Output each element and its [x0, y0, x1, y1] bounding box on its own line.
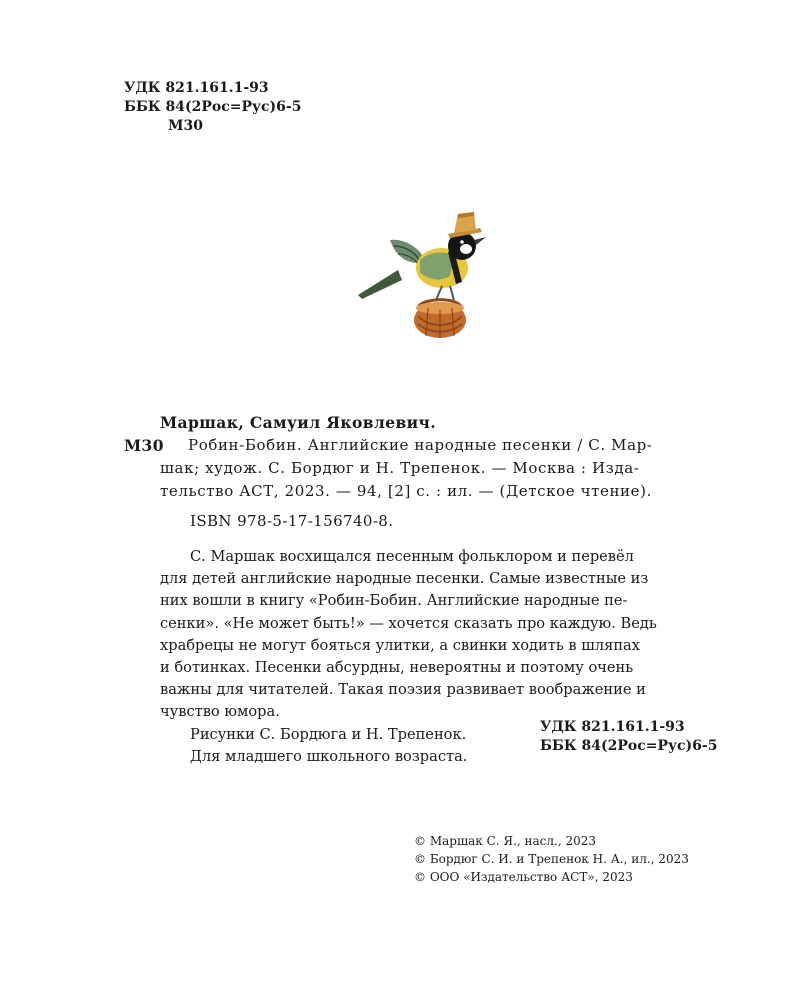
annotation-line: важны для читателей. Такая поэзия развивает воображение и [160, 681, 646, 699]
author-mark: М30 [168, 118, 203, 134]
entry-line: шак; худож. С. Бордюг и Н. Трепенок. — Москва : Изда- [160, 459, 640, 477]
illustrations-credit: Рисунки С. Бордюга и Н. Трепенок. [190, 725, 467, 743]
bbk-code: ББК 84(2Рос=Рус)6-5 [124, 99, 302, 115]
author-heading: Маршак, Самуил Яковлевич. [160, 413, 437, 432]
classification-codes-top [124, 79, 301, 136]
bibliographic-block [124, 412, 724, 768]
entry-line: тельство АСТ, 2023. — 94, [2] с. : ил. — (Детское чтение). [160, 482, 652, 500]
annotation-line: сенки». «Не может быть!» — хочется сказать про каждую. Ведь [160, 614, 657, 632]
copyright-line: © Бордюг С. И. и Трепенок Н. А., ил., 2023 [414, 852, 689, 866]
annotation-line: храбрецы не могут бояться улитки, а свинки ходить в шляпах [160, 636, 640, 654]
annotation-line: них вошли в книгу «Робин-Бобин. Английские народные пе- [160, 592, 628, 610]
entry-line: Робин-Бобин. Английские народные песенки / С. Мар- [188, 436, 653, 454]
bird-tail [358, 270, 402, 299]
copyright-line: © ООО «Издательство АСТ», 2023 [414, 870, 633, 884]
isbn: ISBN 978-5-17-156740-8. [190, 512, 394, 530]
bird-with-basket-icon [350, 200, 500, 350]
copyright-block [414, 832, 689, 886]
bbk-code: ББК 84(2Рос=Рус)6-5 [540, 738, 718, 754]
udk-code: УДК 821.161.1-93 [124, 80, 269, 96]
classification-codes-bottom [540, 718, 717, 756]
age-recommendation: Для младшего школьного возраста. [190, 747, 468, 765]
annotation-line: и ботинках. Песенки абсурдны, невероятны и поэтому очень [160, 659, 634, 677]
entry-author-mark: М30 [124, 436, 164, 455]
bibliographic-entry [124, 434, 724, 503]
annotation-line: чувство юмора. [160, 703, 280, 721]
annotation-line: С. Маршак восхищался песенным фольклором и перевёл [190, 548, 634, 565]
annotation-line: для детей английские народные песенки. Самые известные из [160, 570, 649, 588]
copyright-line: © Маршак С. Я., насл., 2023 [414, 834, 596, 848]
udk-code: УДК 821.161.1-93 [540, 719, 685, 735]
